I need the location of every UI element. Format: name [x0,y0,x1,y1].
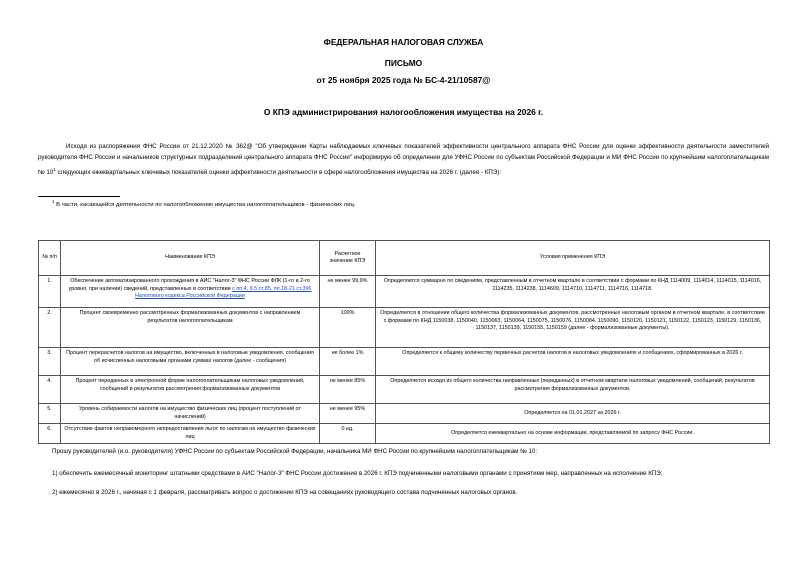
document-title: О КПЭ администрирования налогообложения имущества на 2026 г. [263,107,544,117]
row-conditions: Определяется на 01.01.2027 за 2026 г. [376,404,770,424]
row-kpi-name: Процент своевременно рассмотренных формализованных документов с направлением результатов налогоплательщикам [61,308,320,348]
document-type: ПИСЬМО [384,58,423,68]
row-number: 2. [39,308,61,348]
requests-intro: Прошу руководителей (и.о. руководителя) УФНС России по субъектам Российской Федерации, начальника МИ ФНС России по крупнейшим налогоплательщикам № 10: [52,448,538,455]
intro-text: Исходя из распоряжения ФНС России от 21.12.2020 № 362@ "Об утверждении Карты наблюдаемых ключевых показателей эффективности центрального аппарата ФНС России для оценки эффективности деятельности заместителей руководителя ФНС России и начальников структурных подразделений центрального аппарата ФНС России" информирую об определении для УФНС России по субъектам Российской Федерации и МИ ФНС России по крупнейшим налогоплательщикам № 10 [38,143,769,176]
row-kpi-name: Уровень собираемости налогов на имущество физических лиц (процент поступлений от начислений) [61,404,320,424]
kpi-table [38,240,770,444]
row-kpi-name: Отсутствие фактов неправомерного непредоставления льгот по налогам на имущество физических лиц [61,424,320,444]
tax-code-link[interactable]: с пп.4, 9.5 ст.85, пп.18-21 ст.396 Налогового кодекса Российской Федерации [135,285,312,299]
row-kpi-name: Процент переданных в электронной форме налогоплательщикам налоговых уведомлений, сообщений и результатов рассмотрения формализованных документов [61,376,320,404]
table-row [39,376,770,404]
footnote-reference[interactable]: 1 [53,166,56,172]
row-number: 1. [39,276,61,308]
row-number: 5. [39,404,61,424]
header-conditions: Условия применения КПЭ [376,241,770,276]
footnote-mark: 1 [52,199,55,204]
document-date-number: от 25 ноября 2025 года № БС-4-21/10587@ [316,75,491,85]
table-row [39,308,770,348]
row-value: не менее 99,9% [320,276,376,308]
row-conditions: Определяется суммарно по сведениям, представленным в отчетном квартале в соответствии с формами по КНД 1114009, 1114014, 1114015, 1114016, 1114235, 1114238, 1114609, 1114710, 1114711, 1114716, 1114718. [376,276,770,308]
row-value: не более 1% [320,348,376,376]
header-value: Расчетное значение КПЭ [320,241,376,276]
footnote-divider [38,196,120,197]
row-kpi-name: Процент перерасчетов налогов на имущество, включенных в налоговые уведомления, сообщения об исчисленных налоговыми органами суммах налогов (далее - сообщения) [61,348,320,376]
row-value: не менее 95% [320,404,376,424]
table-row [39,276,770,308]
row-conditions: Определяется исходя из общего количества направленных (переданных) в отчетном квартале налоговых уведомлений, сообщений, результатов рассмотрения формализованных документов. [376,376,770,404]
row-kpi-name-text: Обеспечение автоматизированного прохождения в АИС "Налог-3" ФНС России ФЛК (1-го и 2-го уровня, при наличии) сведений, представленных в соответствии [68,278,310,292]
table-row [39,348,770,376]
footnote-text: В части, касающейся деятельности по налогообложению имущества налогоплательщиков - физических лиц. [54,201,356,208]
intro-paragraph [38,141,769,178]
header-kpi-name: Наименование КПЭ [61,241,320,276]
row-number: 3. [39,348,61,376]
intro-text-continued: следующих ежеквартальных ключевых показателей оценки эффективности деятельности в сфере налогообложения имущества на 2026 г. (далее - КПЭ): [55,168,502,176]
row-number: 6. [39,424,61,444]
row-conditions: Определяется к общему количеству первичных расчетов налогов в налоговых уведомлениях и сообщениях, сформированных в 2026 г. [376,348,770,376]
row-value: 0 ед. [320,424,376,444]
footnote [52,199,356,208]
table-row [39,424,770,444]
table-row [39,404,770,424]
header-number: № п/п [39,241,61,276]
row-conditions: Определяется ежеквартально на основе информации, представляемой по запросу ФНС России. [376,424,770,444]
row-value: 100% [320,308,376,348]
row-kpi-name [61,276,320,308]
row-number: 4. [39,376,61,404]
request-item-2: 2) ежемесячно в 2026 г., начиная с 1 февраля, рассматривать вопрос о достижении КПЭ на совещаниях руководящего состава подчиненных налоговых органов. [52,489,518,496]
row-conditions: Определяется в отношении общего количества формализованных документов, рассмотренных налоговым органом в отчетном квартале, в соответствии с формами по КНД 1150038, 1150040, 1150063, 1150064, 1150075, 1150076, 1150084, 1150090, 1150120, 1150121, 1150122, 1150123, 1150129, 1150136, 1150137, 1150139, 1150155, 1150159 (далее - формализованные документы). [376,308,770,348]
table-header-row [39,241,770,276]
request-item-1: 1) обеспечить ежемесячный мониторинг штатными средствами в АИС "Налог-3" ФНС России достижения в 2026 г. КПЭ подчиненными налоговыми органами с принятием мер, направленных на исполнение КПЭ; [52,470,663,477]
agency-heading: ФЕДЕРАЛЬНАЯ НАЛОГОВАЯ СЛУЖБА [323,37,484,47]
row-value: не менее 85% [320,376,376,404]
